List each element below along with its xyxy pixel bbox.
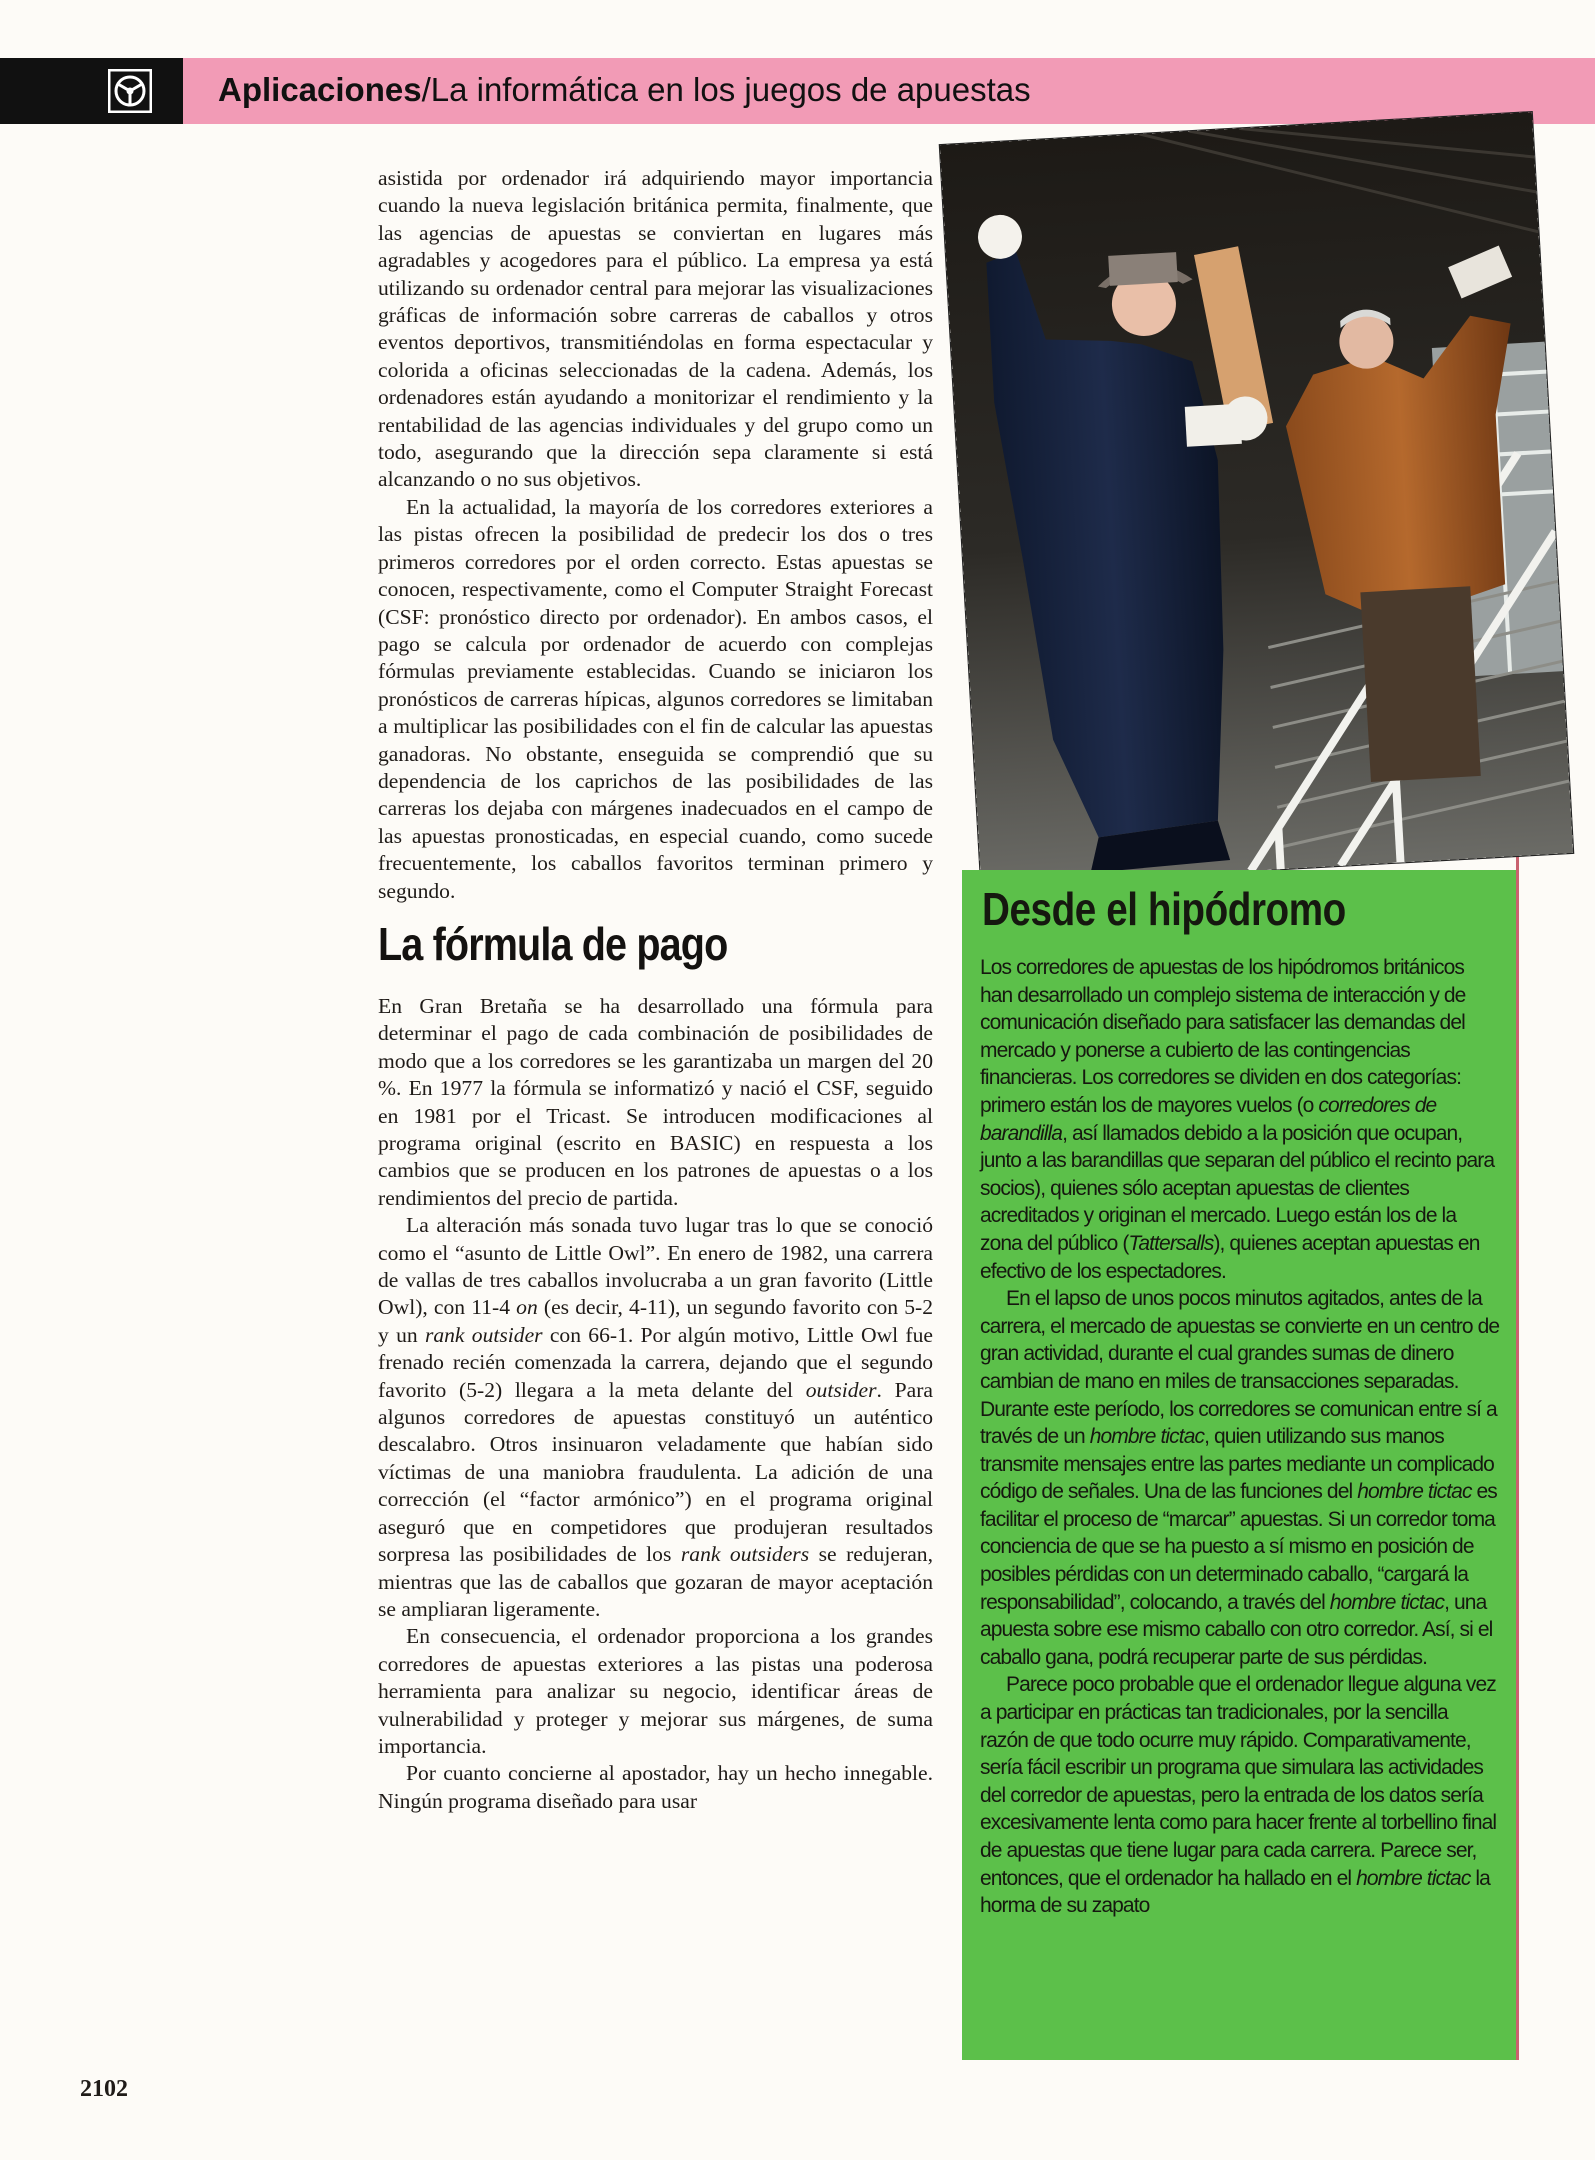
header-section: Aplicaciones xyxy=(218,71,422,108)
header-subtitle: /La informática en los juegos de apuestas xyxy=(421,71,1031,108)
basic-term: BASIC xyxy=(669,1131,734,1155)
body-paragraph: asistida por ordenador irá adquiriendo mayor importancia cuando la nueva legislación británica permita, finalmente, que las agencias de apuestas se conviertan en lugares más agradables y acogedores para el público. La empresa ya está utilizando su ordenador central para mejorar las visualizaciones gráficas de información sobre carreras de caballos y otros eventos deportivos, transmitiéndolas en forma espectacular y colorida a oficinas seleccionadas de la cadena. Además, los ordenadores están ayudando a monitorizar el rendimiento y la rentabilidad de las agencias individuales y del grupo como un todo, asegurando que la dirección sepa claramente si está alcanzando o no sus objetivos. xyxy=(378,166,933,492)
sidebar-body xyxy=(980,954,1500,1920)
body-paragraph: La alteración más sonada tuvo lugar tras lo que se conoció como el “asunto de Little Owl”. En enero de 1982, una carrera de vallas de tres caballos involucraba a un gran favorito (Little Owl), con 11-4 on (es decir, 4-11), un segundo favorito con 5-2 y un rank outsider con 66-1. Por algún motivo, Little Owl fue frenado recién comenzada la carrera, dejando que el segundo favorito (5-2) llegara a la meta delante del outsider. Para algunos corredores de apuestas constituyó un auténtico descalabro. Otros insinuaron veladamente que habían sido víctimas de una maniobra fraudulenta. La adición de una corrección (el “factor armónico”) en el programa original aseguró que en competidores que produjeran resultados sorpresa las posibilidades de los rank outsiders se redujeran, mientras que las de caballos que gozaran de mayor aceptación se ampliaran ligeramente. xyxy=(378,1213,934,1621)
header-logo-box xyxy=(0,58,183,124)
photo-bookmakers xyxy=(940,112,1573,886)
sidebar-title: Desde el hipódromo xyxy=(982,883,1346,935)
body-paragraph: En Gran Bretaña se ha desarrollado una fórmula para determinar el pago de cada combinación de posibilidades de modo que a los corredores se les garantizaba un margen del 20 %. En 1977 la fórmula se informatizó y nació el CSF, seguido en 1981 por el Tricast. Se introducen modificaciones al programa original (escrito en BASIC) en respuesta a los cambios que se producen en los patrones de apuestas o a los rendimientos del precio de partida. xyxy=(378,993,933,1210)
page-number: 2102 xyxy=(80,2076,128,2102)
body-paragraph: En la actualidad, la mayoría de los corredores exteriores a las pistas ofrecen la posibilidad de predecir los dos o tres primeros corredores por el orden correcto. Estas apuestas se conocen, respectivamente, como el Computer Straight Forecast (CSF: pronóstico directo por ordenador). En ambos casos, el pago se calcula por ordenador de acuerdo con complejas fórmulas previamente establecidas. Cuando se iniciaron los pronósticos de carreras hípicas, algunos corredores se limitaban a multiplicar las posibilidades con el fin de calcular las apuestas ganadoras. No obstante, enseguida se comprendió que su dependencia de los caprichos de las posibilidades de las carreras los dejaba con márgenes inadecuados en el campo de las apuestas pronosticadas, en especial cuando, como sucede frecuentemente, los caballos favoritos terminan primero y segundo. xyxy=(378,494,933,903)
steering-wheel-icon xyxy=(108,69,152,113)
sidebar-box xyxy=(962,870,1516,2060)
sidebar-paragraph: Parece poco probable que el ordenador llegue alguna vez a participar en prácticas tan tradicionales, por la sencilla razón de que todo ocurre muy rápido. Comparativamente, sería fácil escribir un programa que simulara las actividades del corredor de apuestas, pero la entrada de los datos sería excesivamente lenta como para hacer frente al torbellino final de apuestas que tiene lugar para cada carrera. Parece ser, entonces, que el ordenador ha hallado en el hombre tictac la horma de su zapato xyxy=(980,1673,1497,1918)
body-paragraph: Por cuanto concierne al apostador, hay un hecho innegable. Ningún programa diseñado para usar xyxy=(378,1761,933,1813)
page-header-title xyxy=(218,70,1031,110)
main-text-column xyxy=(378,165,933,1815)
sidebar-paragraph: Los corredores de apuestas de los hipódromos británicos han desarrollado un complejo sistema de interacción y de comunicación diseñado para satisfacer las demandas del mercado y ponerse a cubierto de las contingencias financieras. Los corredores se dividen en dos categorías: primero están los de mayores vuelos (o corredores de barandilla, así llamados debido a la posición que ocupan, junto a las barandillas que separan del público el recinto para socios), quienes sólo aceptan apuestas de clientes acreditados y originan el mercado. Luego están los de la zona del público (Tattersalls), quienes aceptan apuestas en efectivo de los espectadores. xyxy=(980,956,1495,1283)
body-paragraph: En consecuencia, el ordenador proporciona a los grandes corredores de apuestas exteriores a las pistas una poderosa herramienta para analizar su negocio, identificar áreas de vulnerabilidad y proteger y mejorar sus márgenes, de suma importancia. xyxy=(378,1624,933,1758)
section-heading: La fórmula de pago xyxy=(378,917,728,970)
sidebar-paragraph: En el lapso de unos pocos minutos agitados, antes de la carrera, el mercado de apuestas se convierte en un centro de gran actividad, durante el cual grandes sumas de dinero cambian de mano en miles de transacciones separadas. Durante este período, los corredores se comunican entre sí a través de un hombre tictac, quien utilizando sus manos transmite mensajes entre las partes mediante un complicado código de señales. Una de las funciones del hombre tictac es facilitar el proceso de “marcar” apuestas. Si un corredor toma conciencia de que se ha puesto a sí mismo en posición de posibles pérdidas con un determinado caballo, “cargará la responsabilidad”, colocando, a través del hombre tictac, una apuesta sobre ese mismo caballo con otro corredor. Así, si el caballo gana, podrá recuperar parte de sus pérdidas. xyxy=(980,1287,1500,1669)
header-bar xyxy=(0,58,1595,124)
